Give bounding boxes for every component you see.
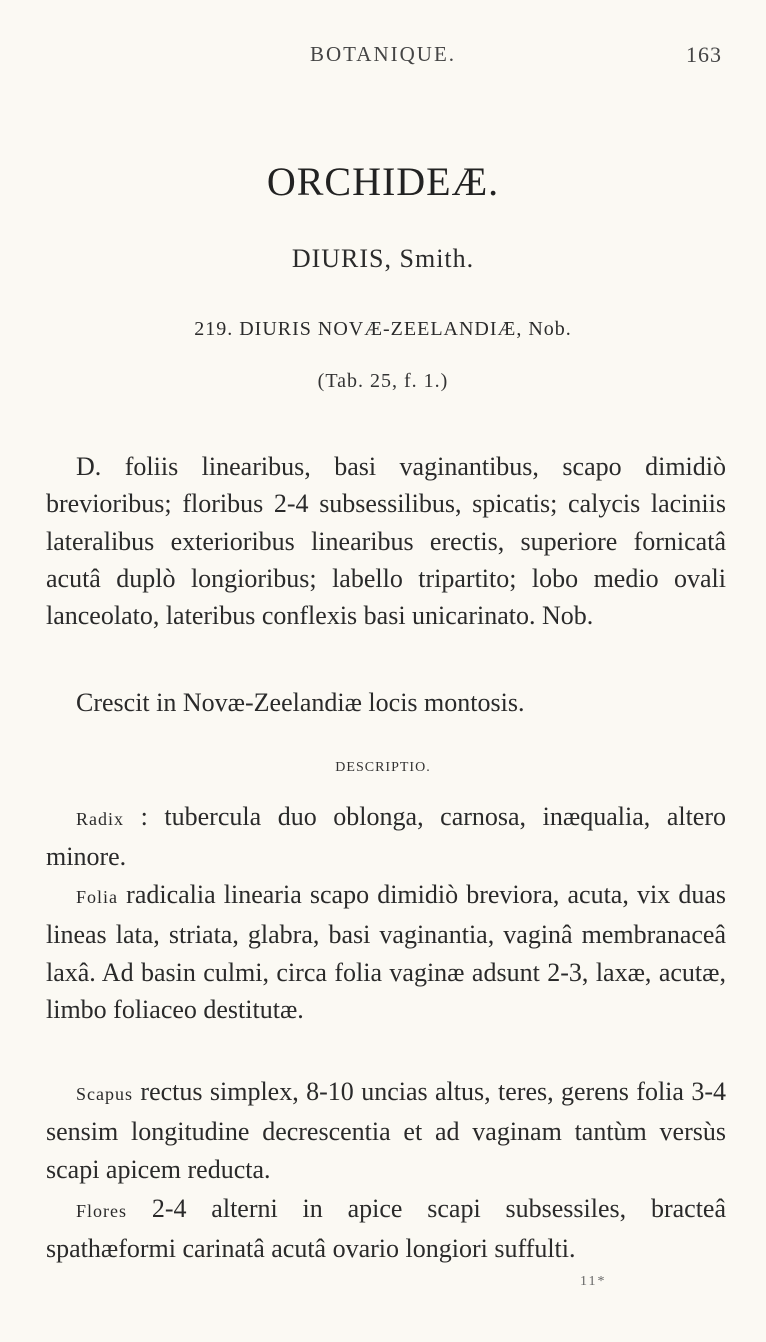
genus-heading: DIURIS, Smith. <box>291 244 475 273</box>
species-heading: 219. DIURIS NOVÆ-ZEELANDIÆ, Nob. <box>194 318 572 340</box>
flores-paragraph <box>46 1190 726 1268</box>
scapus-text: rectus simplex, 8-10 uncias altus, teres, gerens folia 3-4 sensim longitudine decrescentia et ad vaginam tantùm versùs scapi apicem reducta. <box>46 1077 726 1184</box>
running-head <box>0 42 766 76</box>
radix-text: : tubercula duo oblonga, carnosa, inæqualia, altero minore. <box>46 802 727 872</box>
running-head-title: BOTANIQUE. <box>309 42 457 66</box>
folia-paragraph <box>46 876 726 1028</box>
plate-reference: (Tab. 25, f. 1.) <box>317 370 449 392</box>
folia-text: radicalia linearia scapo dimidiò breviora, acuta, vix duas lineas lata, striata, glabra, basi vaginantia, vaginâ membranaceâ laxâ. Ad basin culmi, circa folia vaginæ adsunt 2-3, laxæ, acutæ, limbo foliaceo destitutæ. <box>46 880 726 1024</box>
scapus-paragraph <box>46 1073 726 1188</box>
scapus-label: Scapus <box>76 1084 133 1104</box>
family-title: ORCHIDEÆ. <box>266 159 500 204</box>
flores-label: Flores <box>76 1201 127 1221</box>
habitat-paragraph: Crescit in Novæ-Zeelandiæ locis montosis. <box>76 688 525 717</box>
radix-paragraph <box>46 798 726 876</box>
page-number: 163 <box>686 42 722 67</box>
radix-label: Radix <box>76 809 124 829</box>
folia-label: Folia <box>76 887 119 907</box>
signature-mark: 11* <box>580 1274 607 1289</box>
section-heading: DESCRIPTIO. <box>335 760 431 775</box>
flores-text: 2-4 alterni in apice scapi subsessiles, bracteâ spathæformi carinatâ acutâ ovario longiori suffulti. <box>46 1194 727 1264</box>
diagnosis-paragraph: D. foliis linearibus, basi vaginantibus, scapo dimidiò brevioribus; floribus 2-4 subsessilibus, spicatis; calycis laciniis lateralibus exterioribus linearibus erectis, superiore fornicatâ acutâ duplò longioribus; labello tripartito; lobo medio ovali lanceolato, lateribus conflexis basi unicarinato. Nob. <box>46 452 726 631</box>
